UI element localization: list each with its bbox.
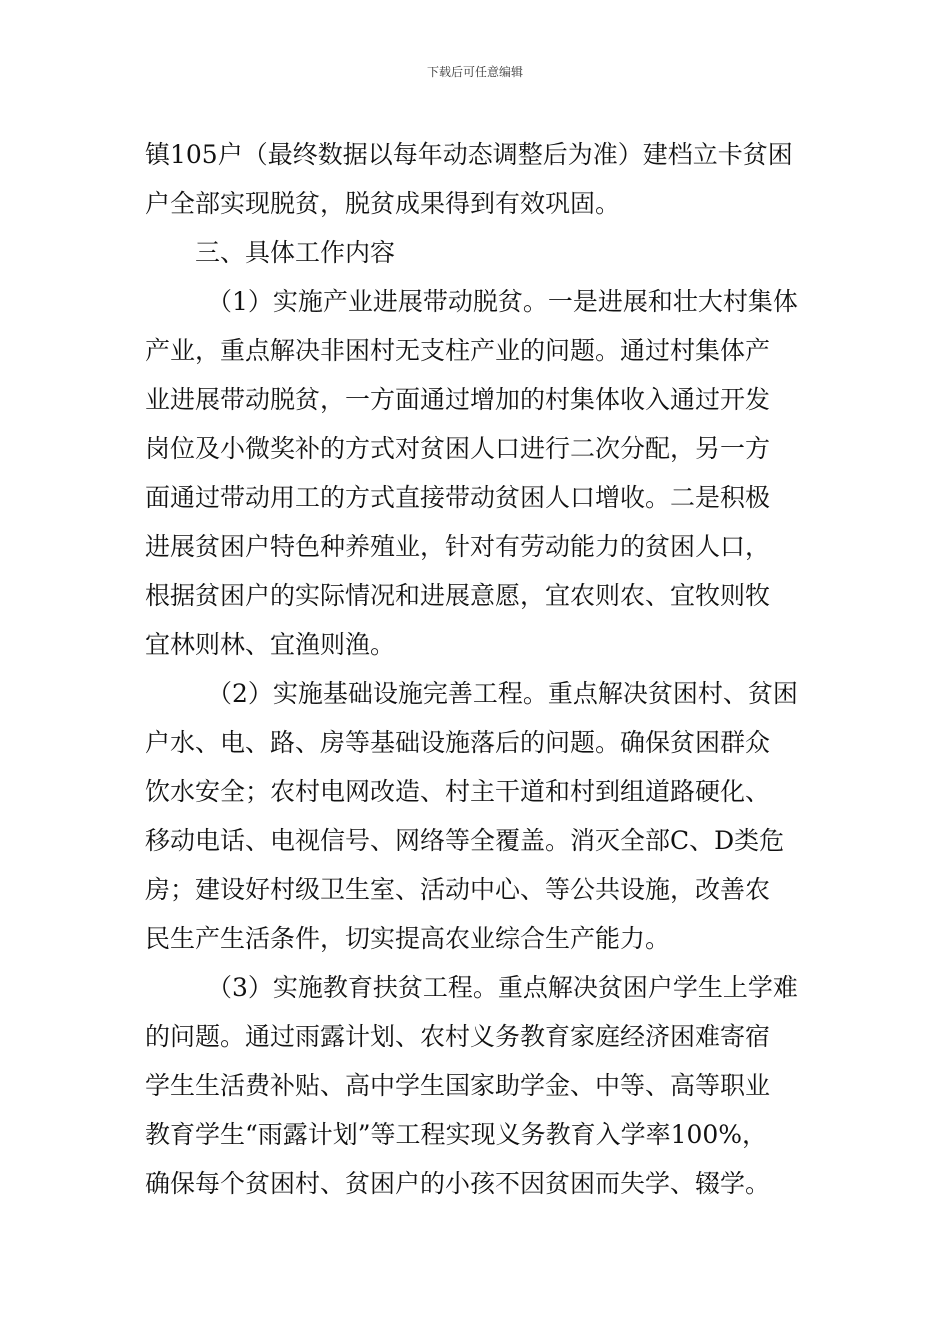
- text-line: 业进展带动脱贫，一方面通过增加的村集体收入通过开发: [145, 385, 771, 414]
- page-header-note: 下载后可任意编辑: [426, 65, 523, 79]
- document-body: [145, 130, 810, 1208]
- text-line: 产业，重点解决非困村无支柱产业的问题。通过村集体产: [145, 336, 771, 365]
- text-line: 民生产生活条件，切实提高农业综合生产能力。: [145, 924, 671, 953]
- text-line: 镇105户（最终数据以每年动态调整后为准）建档立卡贫困: [145, 140, 793, 169]
- paragraph-start: （1）实施产业进展带动脱贫。一是进展和壮大村集体: [207, 287, 798, 316]
- text-line: 移动电话、电视信号、网络等全覆盖。消灭全部C、D类危: [145, 826, 785, 855]
- text-line: 进展贫困户特色种养殖业，针对有劳动能力的贫困人口，: [145, 532, 771, 561]
- text-line: 教育学生“雨露计划”等工程实现义务教育入学率100%，: [145, 1120, 768, 1149]
- text-line: 岗位及小微奖补的方式对贫困人口进行二次分配，另一方: [145, 434, 771, 463]
- text-line: 根据贫困户的实际情况和进展意愿，宜农则农、宜牧则牧: [145, 581, 771, 610]
- section-heading: 三、具体工作内容: [195, 238, 396, 267]
- text-line: 房；建设好村级卫生室、活动中心、等公共设施，改善农: [145, 875, 771, 904]
- text-line: 学生生活费补贴、高中学生国家助学金、中等、高等职业: [145, 1071, 771, 1100]
- paragraph-start: （2）实施基础设施完善工程。重点解决贫困村、贫困: [207, 679, 798, 708]
- text-line: 户水、电、路、房等基础设施落后的问题。确保贫困群众: [145, 728, 771, 757]
- text-line: 确保每个贫困村、贫困户的小孩不因贫困而失学、辍学。: [145, 1169, 771, 1198]
- paragraph-start: （3）实施教育扶贫工程。重点解决贫困户学生上学难: [207, 973, 798, 1002]
- text-line: 宜林则林、宜渔则渔。: [145, 630, 396, 659]
- text-line: 面通过带动用工的方式直接带动贫困人口增收。二是积极: [145, 483, 771, 512]
- text-line: 户全部实现脱贫，脱贫成果得到有效巩固。: [145, 189, 621, 218]
- text-line: 的问题。通过雨露计划、农村义务教育家庭经济困难寄宿: [145, 1022, 771, 1051]
- text-line: 饮水安全；农村电网改造、村主干道和村到组道路硬化、: [145, 777, 771, 806]
